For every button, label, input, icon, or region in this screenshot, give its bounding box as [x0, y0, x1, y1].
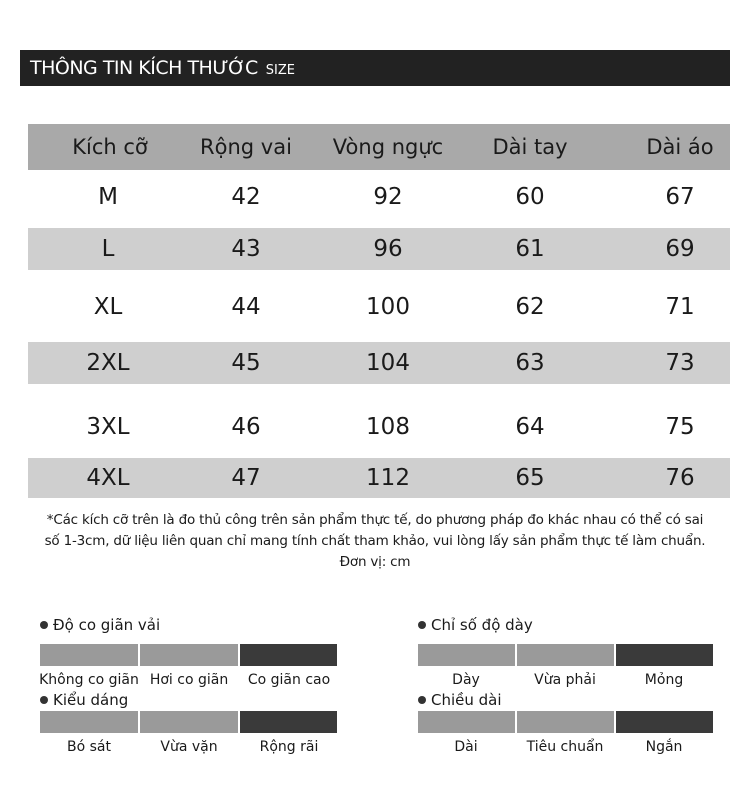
table-cell: 2XL — [86, 350, 130, 376]
column-header: Dài tay — [492, 135, 568, 159]
option-label: Ngắn — [645, 739, 683, 755]
scale-segment-selected — [240, 711, 337, 733]
attribute-title: Chỉ số độ dày — [431, 616, 533, 634]
option-label: Không co giãn — [39, 672, 139, 688]
table-cell: 69 — [665, 236, 695, 262]
scale-segment — [418, 644, 515, 666]
table-header-row — [28, 124, 730, 170]
bullet-icon — [40, 621, 48, 629]
column-header: Rộng vai — [200, 135, 292, 159]
scale-segment — [517, 711, 614, 733]
table-cell: 63 — [515, 350, 545, 376]
table-cell: 45 — [231, 350, 261, 376]
unit-label: Đơn vị: cm — [339, 554, 411, 570]
table-cell: 42 — [231, 184, 261, 210]
column-header: Vòng ngực — [332, 135, 444, 159]
table-row — [28, 404, 730, 450]
table-cell: 96 — [373, 236, 403, 262]
scale-segment — [418, 711, 515, 733]
table-cell: 73 — [665, 350, 695, 376]
table-cell: M — [98, 184, 118, 210]
table-cell: 47 — [231, 465, 261, 491]
option-label: Dày — [452, 672, 480, 688]
scale-segment — [517, 644, 614, 666]
table-cell: 4XL — [86, 465, 130, 491]
table-cell: 108 — [366, 414, 410, 440]
note-line: *Các kích cỡ trên là đo thủ công trên sản phẩm thực tế, do phương pháp đo khác nhau có thể có sai — [46, 512, 704, 528]
option-label: Dài — [454, 739, 478, 755]
option-label: Co giãn cao — [247, 672, 331, 688]
attribute-title: Độ co giãn vải — [53, 616, 161, 634]
column-header: Kích cỡ — [72, 135, 148, 159]
scale-segment — [140, 644, 238, 666]
table-cell: 65 — [515, 465, 545, 491]
table-cell: 100 — [366, 294, 410, 320]
attribute-title: Chiều dài — [431, 691, 502, 709]
table-cell: 3XL — [86, 414, 130, 440]
scale-segment-selected — [616, 644, 713, 666]
table-cell: 60 — [515, 184, 545, 210]
table-cell: 62 — [515, 294, 545, 320]
table-cell: 61 — [515, 236, 545, 262]
table-cell: 46 — [231, 414, 261, 440]
table-cell: 76 — [665, 465, 695, 491]
table-row — [28, 174, 730, 220]
table-cell: 43 — [231, 236, 261, 262]
table-row — [28, 228, 730, 270]
table-row — [28, 458, 730, 498]
table-cell: 44 — [231, 294, 261, 320]
option-label: Bó sát — [67, 739, 111, 755]
attribute-title: Kiểu dáng — [53, 691, 129, 709]
scale-segment — [40, 711, 138, 733]
table-cell: 71 — [665, 294, 695, 320]
option-label: Hơi co giãn — [149, 672, 229, 688]
table-cell: 67 — [665, 184, 695, 210]
table-cell: 92 — [373, 184, 403, 210]
option-label: Vừa phải — [534, 672, 596, 688]
measurement-note — [40, 510, 710, 573]
table-row — [28, 284, 730, 330]
header-bar — [20, 50, 730, 86]
option-label: Vừa vặn — [160, 739, 218, 755]
table-cell: L — [101, 236, 115, 262]
table-cell: 112 — [366, 465, 410, 491]
table-cell: 104 — [366, 350, 410, 376]
table-cell: 75 — [665, 414, 695, 440]
scale-segment-selected — [616, 711, 713, 733]
scale-segment-selected — [240, 644, 337, 666]
column-header: Dài áo — [646, 135, 714, 159]
option-label: Tiêu chuẩn — [526, 739, 604, 755]
scale-segment — [140, 711, 238, 733]
bullet-icon — [40, 696, 48, 704]
table-cell: 64 — [515, 414, 545, 440]
option-label: Rộng rãi — [259, 739, 319, 755]
bullet-icon — [418, 696, 426, 704]
table-row — [28, 342, 730, 384]
note-line: số 1-3cm, dữ liệu liên quan chỉ mang tính chất tham khảo, vui lòng lấy sản phẩm thực tế làm chuẩn. — [44, 533, 706, 549]
header-subtitle: SIZE — [265, 62, 295, 78]
bullet-icon — [418, 621, 426, 629]
scale-segment — [40, 644, 138, 666]
table-cell: XL — [93, 294, 123, 320]
option-label: Mỏng — [644, 672, 684, 688]
header-title: THÔNG TIN KÍCH THƯỚC — [30, 57, 258, 79]
